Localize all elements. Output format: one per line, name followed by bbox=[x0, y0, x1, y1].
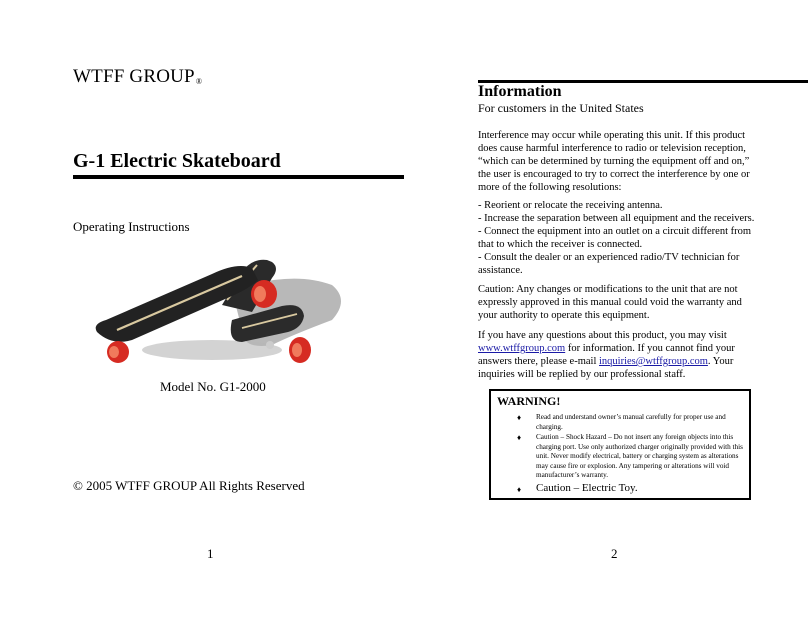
contact-paragraph: If you have any questions about this product, you may visit www.wtffgroup.com for information. If you cannot find your answers there, please e-mail inquiries@wtffgroup.com. Your inquiries will be replied by our professional staff. bbox=[478, 330, 735, 380]
warning-item: ♦ Read and understand owner’s manual carefully for proper use and charging. bbox=[517, 413, 726, 431]
model-number: Model No. G1-2000 bbox=[160, 379, 266, 394]
email-link[interactable]: inquiries@wtffgroup.com bbox=[599, 356, 708, 367]
resolution-item: - Reorient or relocate the receiving antenna. bbox=[478, 200, 663, 211]
diamond-bullet-icon: ♦ bbox=[517, 433, 522, 442]
warning-list bbox=[495, 413, 745, 495]
copyright: © 2005 WTFF GROUP All Rights Reserved bbox=[73, 478, 305, 493]
brand-name: WTFF GROUP® bbox=[73, 66, 203, 87]
warning-box bbox=[489, 389, 751, 500]
caution-paragraph: Caution: Any changes or modifications to the unit that are not expressly approved in this manual could void the warranty and your authority to operate this equipment. bbox=[478, 284, 742, 321]
resolutions-list bbox=[478, 199, 756, 277]
title-rule bbox=[73, 175, 404, 179]
warning-item: ♦ Caution – Electric Toy. bbox=[517, 481, 638, 494]
resolution-item: - Connect the equipment into an outlet on a circuit different from that to which the receiver is connected. bbox=[478, 226, 752, 250]
website-link[interactable]: www.wtffgroup.com bbox=[478, 343, 566, 354]
diamond-bullet-icon: ♦ bbox=[517, 413, 522, 422]
info-heading: Information bbox=[478, 83, 562, 100]
diamond-bullet-icon: ♦ bbox=[517, 484, 522, 494]
interference-paragraph: Interference may occur while operating this unit. If this product does cause harmful interference to radio or television reception, “which can be determined by turning the equipment off and on,” the user is encouraged to try to correct the interference by one or more of the following resolutions: bbox=[478, 130, 750, 193]
subtitle: Operating Instructions bbox=[73, 219, 190, 234]
skateboard-image bbox=[92, 250, 350, 368]
resolution-item: - Consult the dealer or an experienced radio/TV technician for assistance. bbox=[478, 252, 740, 276]
info-subheading: For customers in the United States bbox=[478, 101, 644, 115]
warning-item: ♦ Caution – Shock Hazard – Do not insert any foreign objects into this charging port. Use only authorized charger originally provided with this unit. Never modify electrical, battery or charging system as alterations may cause fire or explosion. Any tampering or alterations will void manufacturer’s warranty. bbox=[517, 433, 743, 479]
page-number-right: 2 bbox=[611, 546, 618, 561]
resolution-item: - Increase the separation between all equipment and the receivers. bbox=[478, 213, 755, 224]
registered-mark: ® bbox=[195, 77, 203, 86]
page-number-left: 1 bbox=[207, 546, 214, 561]
product-title: G-1 Electric Skateboard bbox=[73, 150, 281, 172]
warning-title: WARNING! bbox=[497, 394, 561, 408]
